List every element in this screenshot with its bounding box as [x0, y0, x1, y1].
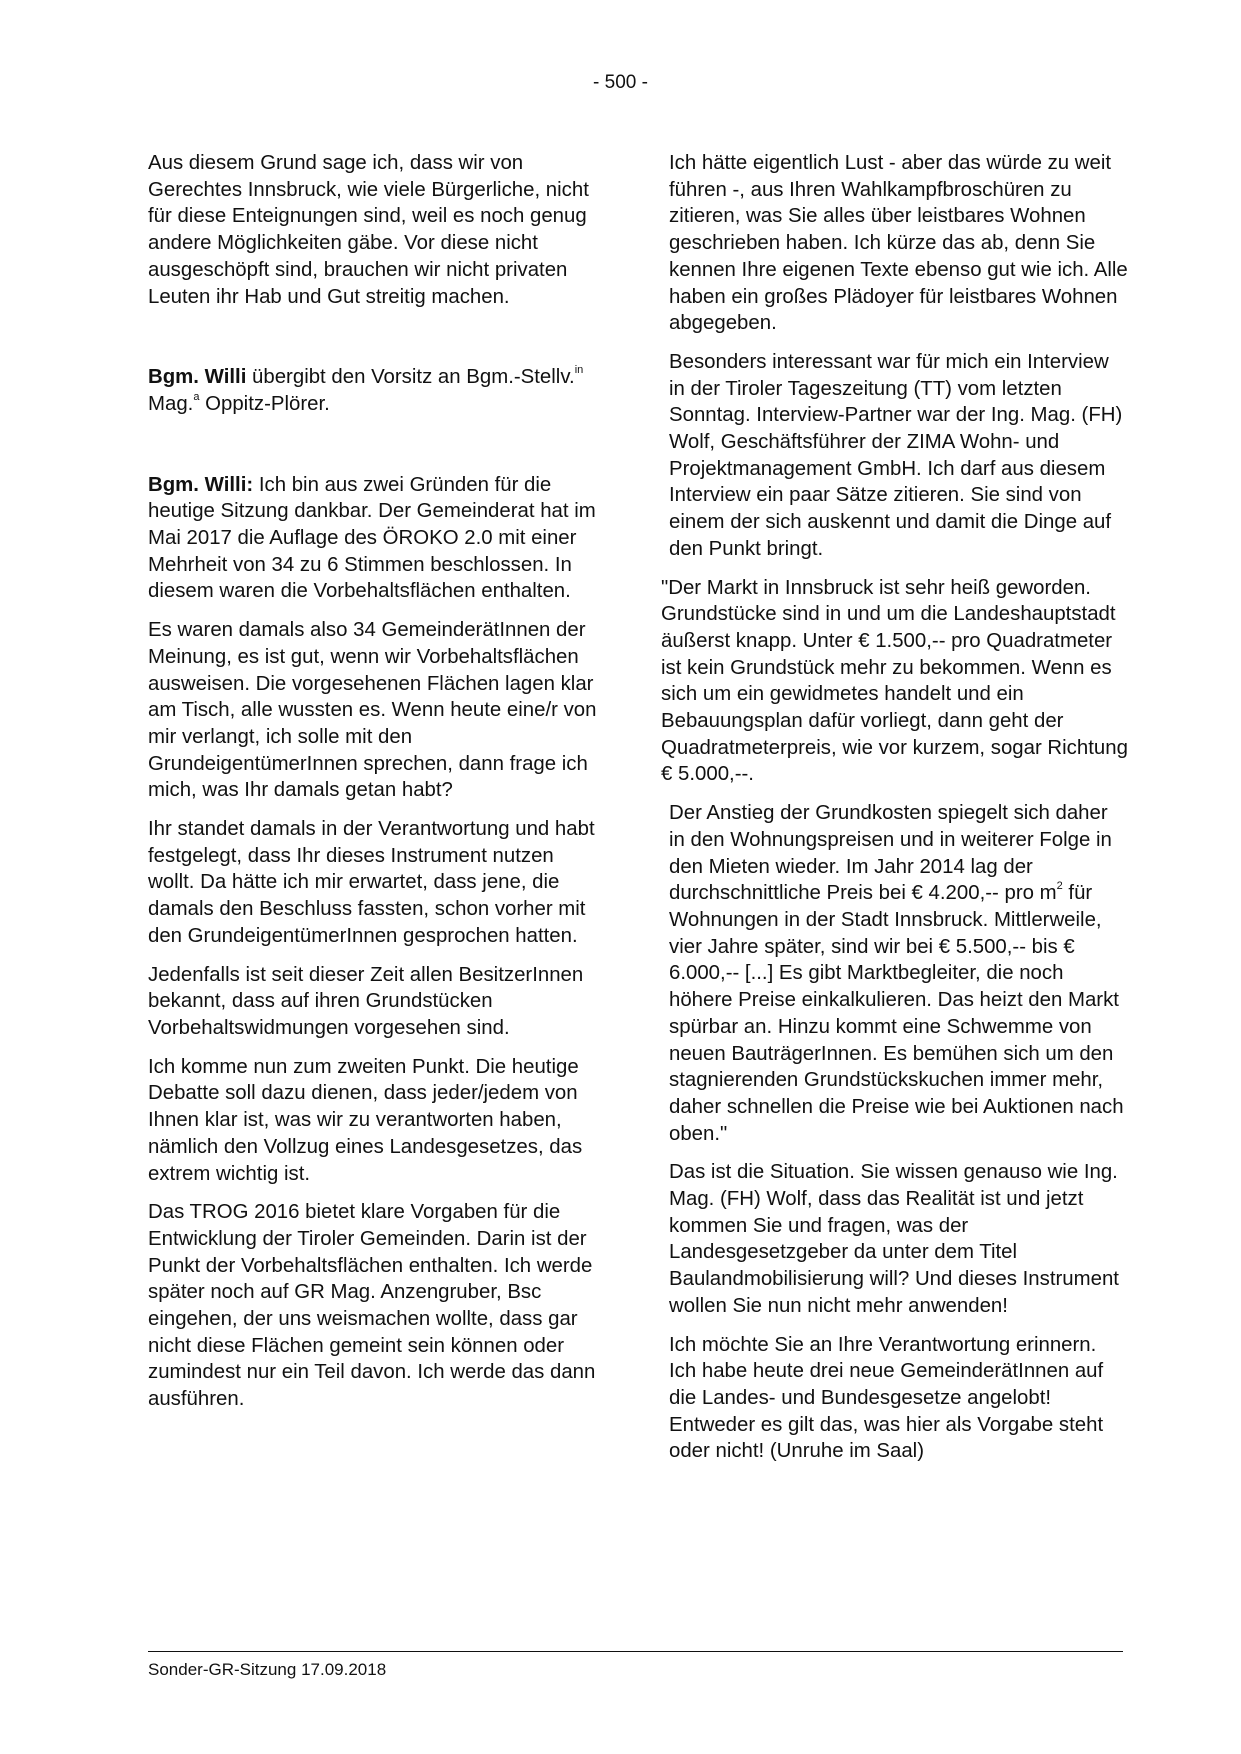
left-column — [148, 150, 598, 1425]
page-number: - 500 - — [593, 72, 648, 93]
transfer-text: Oppitz-Plörer. — [199, 392, 330, 415]
superscript: in — [574, 364, 584, 377]
quote-text: für Wohnungen in der Stadt Innsbruck. Mittlerweile, vier Jahre später, sind wir bei € 5.500,-- bis € 6.000,-- [...] Es gibt Marktbegleiter, die noch höhere Preise einkalkulieren. Das heizt den Markt spürbar an. Hinzu kommt eine Schwemme von neuen BauträgerInnen. Es bemühen sich um den stagnierenden Grundstückskuchen immer mehr, daher schnellen die Preise wie bei Auktionen nach oben." — [669, 882, 1124, 1145]
speech-opening — [148, 472, 598, 606]
paragraph: Das TROG 2016 bietet klare Vorgaben für die Entwicklung der Tiroler Gemeinden. Darin ist der Punkt der Vorbehaltsflächen enthalten. Ich werde später noch auf GR Mag. Anzengruber, Bsc eingehen, der uns weismachen wollte, dass gar nicht diese Flächen gemeint sein können oder zumindest nur ein Teil davon. Ich werde das dann ausführen. — [148, 1201, 596, 1411]
paragraph: Ich komme nun zum zweiten Punkt. Die heutige Debatte soll dazu dienen, dass jeder/jedem von Ihnen klar ist, was wir zu verantworten haben, nämlich den Vollzug eines Landesgesetzes, das extrem wichtig ist. — [148, 1055, 583, 1185]
paragraph: Ihr standet damals in der Verantwortung und habt festgelegt, dass Ihr dieses Instrument nutzen wollt. Da hätte ich mir erwartet, dass jene, die damals den Beschluss fassten, schon vorher mit den GrundeigentümerInnen gesprochen hatten. — [148, 818, 595, 947]
transfer-text: übergibt den Vorsitz an Bgm.-Stellv. — [246, 366, 575, 389]
right-column — [661, 150, 1129, 1477]
quote-paragraph: "Der Markt in Innsbruck ist sehr heiß geworden. Grundstücke sind in und um die Landeshauptstadt äußerst knapp. Unter € 1.500,-- pro Quadratmeter ist kein Grundstück mehr zu bekommen. Wenn es sich um ein gewidmetes handelt und ein Bebauungsplan dafür vorliegt, dann geht der Quadratmeterpreis, wie vor kurzem, sogar Richtung € 5.000,--. — [661, 576, 1128, 786]
speaker-name: Bgm. Willi: — [148, 473, 254, 496]
chair-transfer-note — [148, 364, 598, 417]
speaker-name: Bgm. Willi — [148, 366, 247, 389]
footer-divider — [148, 1651, 1123, 1652]
superscript: 2 — [1056, 880, 1063, 893]
footer-text: Sonder-GR-Sitzung 17.09.2018 — [148, 1660, 387, 1679]
speech-text: Ich bin aus zwei Gründen für die heutige Sitzung dankbar. Der Gemeinderat hat im Mai 2017 die Auflage des ÖROKO 2.0 mit einer Mehrheit von 34 zu 6 Stimmen beschlossen. In diesem waren die Vorbehaltsflächen enthalten. — [148, 473, 596, 603]
quote-paragraph — [669, 800, 1129, 1147]
paragraph: Besonders interessant war für mich ein Interview in der Tiroler Tageszeitung (TT) vom letzten Sonntag. Interview-Partner war der Ing. Mag. (FH) Wolf, Geschäftsführer der ZIMA Wohn- und Projektmanagement GmbH. Ich darf aus diesem Interview ein paar Sätze zitieren. Sie sind von einem der sich auskennt und damit die Dinge auf den Punkt bringt. — [669, 350, 1123, 560]
paragraph: Jedenfalls ist seit dieser Zeit allen BesitzerInnen bekannt, dass auf ihren Grundstücken Vorbehaltswidmungen vorgesehen sind. — [148, 963, 584, 1039]
quote-text: Der Anstieg der Grundkosten spiegelt sich daher in den Wohnungspreisen und in weiterer Folge in den Mieten wieder. Im Jahr 2014 lag der durchschnittliche Preis bei € 4.200,-- pro m — [669, 802, 1112, 905]
paragraph: Aus diesem Grund sage ich, dass wir von Gerechtes Innsbruck, wie viele Bürgerliche, nicht für diese Enteignungen sind, weil es noch genug andere Möglichkeiten gäbe. Vor diese nicht ausgeschöpft sind, brauchen wir nicht privaten Leuten ihr Hab und Gut streitig machen. — [148, 152, 589, 308]
superscript: a — [193, 391, 200, 404]
paragraph: Das ist die Situation. Sie wissen genauso wie Ing. Mag. (FH) Wolf, dass das Realität ist und jetzt kommen Sie und fragen, was der Landesgesetzgeber da unter dem Titel Baulandmobilisierung will? Und dieses Instrument wollen Sie nun nicht mehr anwenden! — [669, 1161, 1119, 1317]
transfer-text: Mag. — [148, 392, 194, 415]
paragraph: Es waren damals also 34 GemeinderätInnen der Meinung, es ist gut, wenn wir Vorbehaltsflächen ausweisen. Die vorgesehenen Flächen lagen klar am Tisch, alle wussten es. Wenn heute eine/r von mir verlangt, ich solle mit den GrundeigentümerInnen sprechen, dann frage ich mich, was Ihr damals getan habt? — [148, 619, 597, 802]
paragraph: Ich hätte eigentlich Lust - aber das würde zu weit führen -, aus Ihren Wahlkampfbroschüren zu zitieren, was Sie alles über leistbares Wohnen geschrieben haben. Ich kürze das ab, denn Sie kennen Ihre eigenen Texte ebenso gut wie ich. Alle haben ein großes Plädoyer für leistbares Wohnen abgegeben. — [669, 152, 1128, 335]
paragraph: Ich möchte Sie an Ihre Verantwortung erinnern. Ich habe heute drei neue GemeinderätInnen auf die Landes- und Bundesgesetze angelobt! Entweder es gilt das, was hier als Vorgabe steht oder nicht! (Unruhe im Saal) — [669, 1333, 1104, 1463]
